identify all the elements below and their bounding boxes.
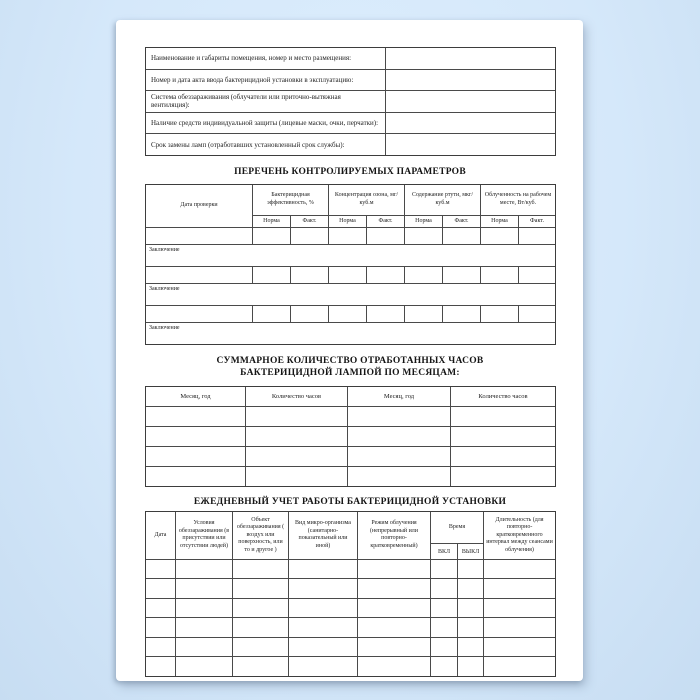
empty-cell (519, 227, 556, 244)
table-row (146, 48, 556, 70)
empty-cell (233, 579, 289, 599)
table-header-row (146, 184, 556, 215)
empty-cell (348, 406, 451, 426)
empty-cell (176, 618, 233, 638)
empty-cell (367, 227, 405, 244)
empty-cell (405, 266, 443, 283)
col-header-bactericidal-efficiency: Бактерицидная эффективность, % (253, 184, 329, 215)
empty-cell (484, 579, 556, 599)
empty-data-row (146, 406, 556, 426)
empty-cell (329, 266, 367, 283)
info-value-cell (386, 48, 556, 70)
empty-cell (458, 657, 484, 677)
page-content (145, 47, 555, 677)
empty-cell (146, 559, 176, 579)
empty-cell (246, 446, 348, 466)
title-line-1: СУММАРНОЕ КОЛИЧЕСТВО ОТРАБОТАННЫХ ЧАСОВ (216, 355, 484, 366)
empty-cell (146, 426, 246, 446)
col-header-disinfection-object: Объект обеззараживания ( воздух или поверхность, или то и другое ) (233, 511, 289, 559)
subcol-norm: Норма (481, 215, 519, 227)
empty-cell (289, 637, 358, 657)
empty-cell (484, 637, 556, 657)
col-header-month-year: Месяц, год (348, 386, 451, 406)
subcol-fact: Факт. (519, 215, 556, 227)
empty-cell (246, 406, 348, 426)
empty-cell (358, 579, 431, 599)
empty-data-row (146, 579, 556, 599)
col-header-time: Время (431, 511, 484, 543)
empty-data-row (146, 657, 556, 677)
empty-cell (246, 466, 348, 486)
empty-cell (146, 618, 176, 638)
empty-cell (176, 637, 233, 657)
empty-cell (431, 598, 458, 618)
empty-cell (146, 637, 176, 657)
empty-cell (484, 618, 556, 638)
col-header-workplace-irradiance: Облученность на рабочем месте, Вт/куб. (481, 184, 556, 215)
subcol-time-on: ВКЛ (431, 544, 458, 560)
empty-data-row (146, 637, 556, 657)
section-title-monthly-hours (145, 355, 555, 379)
col-header-mercury-content: Содержание ртути, мкг/ куб.м (405, 184, 481, 215)
empty-cell (451, 406, 556, 426)
col-header-irradiation-mode: Режим облучения (непрерывный или повторно-кратковременный) (358, 511, 431, 559)
info-label: Система обеззараживания (облучатели или приточно-вытяжная вентиляция): (146, 91, 386, 113)
empty-cell (146, 446, 246, 466)
parameters-table (145, 184, 556, 345)
subcol-fact: Факт. (291, 215, 329, 227)
empty-cell (431, 559, 458, 579)
empty-data-row (146, 305, 556, 322)
empty-cell (289, 559, 358, 579)
empty-cell (431, 657, 458, 677)
empty-cell (358, 637, 431, 657)
table-header-row (146, 511, 556, 543)
subcol-fact: Факт. (443, 215, 481, 227)
empty-cell (405, 227, 443, 244)
col-header-duration: Длительность (для повторно-кратковременного интервал между сеансами облучения) (484, 511, 556, 559)
subcol-norm: Норма (405, 215, 443, 227)
empty-cell (233, 657, 289, 677)
col-header-date: Дата (146, 511, 176, 559)
empty-cell (246, 426, 348, 446)
empty-cell (146, 598, 176, 618)
empty-cell (146, 227, 253, 244)
empty-data-row (146, 466, 556, 486)
empty-cell (176, 559, 233, 579)
table-row (146, 69, 556, 91)
empty-cell (233, 618, 289, 638)
empty-cell (358, 598, 431, 618)
empty-cell (358, 559, 431, 579)
empty-cell (176, 579, 233, 599)
empty-cell (458, 559, 484, 579)
table-row (146, 91, 556, 113)
empty-cell (431, 579, 458, 599)
conclusion-row (146, 283, 556, 305)
empty-cell (443, 305, 481, 322)
empty-cell (484, 657, 556, 677)
empty-cell (329, 227, 367, 244)
table-header-row (146, 386, 556, 406)
subcol-fact: Факт. (367, 215, 405, 227)
empty-cell (451, 466, 556, 486)
empty-cell (348, 446, 451, 466)
info-value-cell (386, 69, 556, 91)
empty-cell (451, 426, 556, 446)
table-row (146, 112, 556, 134)
conclusion-label: Заключение (146, 283, 556, 305)
empty-cell (289, 618, 358, 638)
conclusion-row (146, 322, 556, 344)
info-value-cell (386, 112, 556, 134)
empty-cell (289, 657, 358, 677)
section-title-daily-log: ЕЖЕДНЕВНЫЙ УЧЕТ РАБОТЫ БАКТЕРИЦИДНОЙ УСТАНОВКИ (193, 496, 507, 507)
empty-data-row (146, 426, 556, 446)
empty-cell (358, 657, 431, 677)
empty-cell (291, 227, 329, 244)
empty-cell (176, 657, 233, 677)
empty-cell (146, 579, 176, 599)
empty-cell (233, 598, 289, 618)
empty-cell (289, 598, 358, 618)
empty-cell (253, 227, 291, 244)
empty-cell (291, 266, 329, 283)
empty-cell (519, 305, 556, 322)
conclusion-row (146, 244, 556, 266)
col-header-ozone-concentration: Концентрация озона, мг/ куб.м (329, 184, 405, 215)
col-header-check-date: Дата проверки (146, 184, 253, 227)
empty-cell (253, 266, 291, 283)
info-value-cell (386, 91, 556, 113)
empty-data-row (146, 446, 556, 466)
info-table (145, 47, 556, 156)
empty-cell (176, 598, 233, 618)
empty-cell (233, 637, 289, 657)
empty-cell (451, 446, 556, 466)
empty-cell (443, 227, 481, 244)
empty-cell (146, 305, 253, 322)
empty-data-row (146, 266, 556, 283)
empty-cell (329, 305, 367, 322)
empty-cell (458, 598, 484, 618)
subcol-time-off: ВЫКЛ (458, 544, 484, 560)
table-row (146, 134, 556, 156)
empty-cell (146, 466, 246, 486)
empty-cell (443, 266, 481, 283)
empty-cell (519, 266, 556, 283)
info-label: Наименование и габариты помещения, номер и место размещения: (146, 48, 386, 70)
info-value-cell (386, 134, 556, 156)
empty-cell (405, 305, 443, 322)
document-page (116, 20, 583, 681)
empty-data-row (146, 227, 556, 244)
empty-cell (431, 637, 458, 657)
empty-cell (481, 266, 519, 283)
empty-cell (146, 266, 253, 283)
empty-cell (233, 559, 289, 579)
empty-data-row (146, 559, 556, 579)
subcol-norm: Норма (329, 215, 367, 227)
section-title-parameters: ПЕРЕЧЕНЬ КОНТРОЛИРУЕМЫХ ПАРАМЕТРОВ (234, 166, 466, 177)
empty-cell (146, 406, 246, 426)
empty-cell (146, 657, 176, 677)
col-header-month-year: Месяц, год (146, 386, 246, 406)
title-line-2: БАКТЕРИЦИДНОЙ ЛАМПОЙ ПО МЕСЯЦАМ: (240, 367, 460, 378)
empty-cell (348, 466, 451, 486)
col-header-microorganism-type: Вид микро-организма (санитарно-показательный или иной) (289, 511, 358, 559)
empty-cell (431, 618, 458, 638)
empty-cell (348, 426, 451, 446)
empty-cell (481, 227, 519, 244)
empty-cell (458, 637, 484, 657)
info-label: Срок замены ламп (отработавших установленный срок службы): (146, 134, 386, 156)
info-label: Номер и дата акта ввода бактерицидной установки в эксплуатацию: (146, 69, 386, 91)
empty-cell (367, 266, 405, 283)
col-header-hours-count: Количество часов (246, 386, 348, 406)
conclusion-label: Заключение (146, 322, 556, 344)
empty-cell (484, 598, 556, 618)
empty-cell (458, 579, 484, 599)
empty-cell (289, 579, 358, 599)
empty-data-row (146, 598, 556, 618)
empty-cell (481, 305, 519, 322)
subcol-norm: Норма (253, 215, 291, 227)
info-label: Наличие средств индивидуальной защиты (лицевые маски, очки, перчатки): (146, 112, 386, 134)
empty-cell (358, 618, 431, 638)
empty-cell (291, 305, 329, 322)
conclusion-label: Заключение (146, 244, 556, 266)
empty-cell (484, 559, 556, 579)
empty-cell (367, 305, 405, 322)
col-header-hours-count: Количество часов (451, 386, 556, 406)
col-header-disinfection-conditions: Условия обеззараживания (в присутствии или отсутствии людей) (176, 511, 233, 559)
empty-cell (458, 618, 484, 638)
monthly-hours-table (145, 386, 556, 487)
daily-log-table (145, 511, 556, 677)
empty-data-row (146, 618, 556, 638)
empty-cell (253, 305, 291, 322)
